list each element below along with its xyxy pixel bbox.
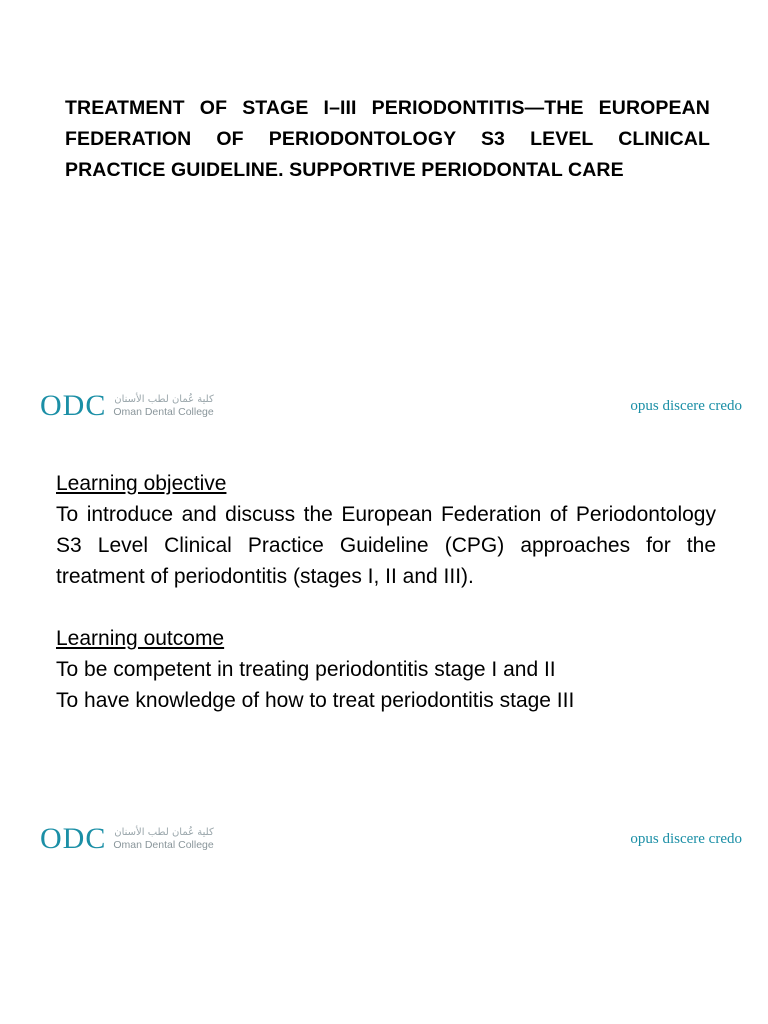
motto: opus discere credo [630,398,742,414]
logo-english-name: Oman Dental College [113,406,214,418]
learning-outcome-heading: Learning outcome [56,627,225,650]
learning-objective-text: To introduce and discuss the European Federation of Periodontology S3 Level Clinical Practice Guideline (CPG) approaches for the treatment of periodontitis (stages I, II and III). [56,503,716,588]
motto: opus discere credo [630,831,742,847]
logo-english-name: Oman Dental College [113,839,214,851]
logo-text [113,827,213,851]
odc-logo [40,819,214,859]
logo-arabic-name: كلية عُمان لطب الأسنان [114,394,214,405]
learning-outcome-item: To have knowledge of how to treat periodontitis stage III [56,689,575,712]
learning-objective-heading: Learning objective [56,472,227,495]
logo-text [113,394,213,418]
branding-bar-top [40,386,742,426]
logo-mark: ODC [40,389,107,422]
logo-arabic-name: كلية عُمان لطب الأسنان [114,827,214,838]
branding-bar-bottom [40,819,742,859]
learning-section [56,468,716,716]
learning-outcome-item: To be competent in treating periodontitis stage I and II [56,658,556,681]
logo-mark: ODC [40,822,107,855]
page-title: TREATMENT OF STAGE I–III PERIODONTITIS—THE EUROPEAN FEDERATION OF PERIODONTOLOGY S3 LEVEL CLINICAL PRACTICE GUIDELINE. SUPPORTIVE PERIODONTAL CARE [65,97,710,181]
odc-logo [40,386,214,426]
section-spacer [56,592,716,623]
